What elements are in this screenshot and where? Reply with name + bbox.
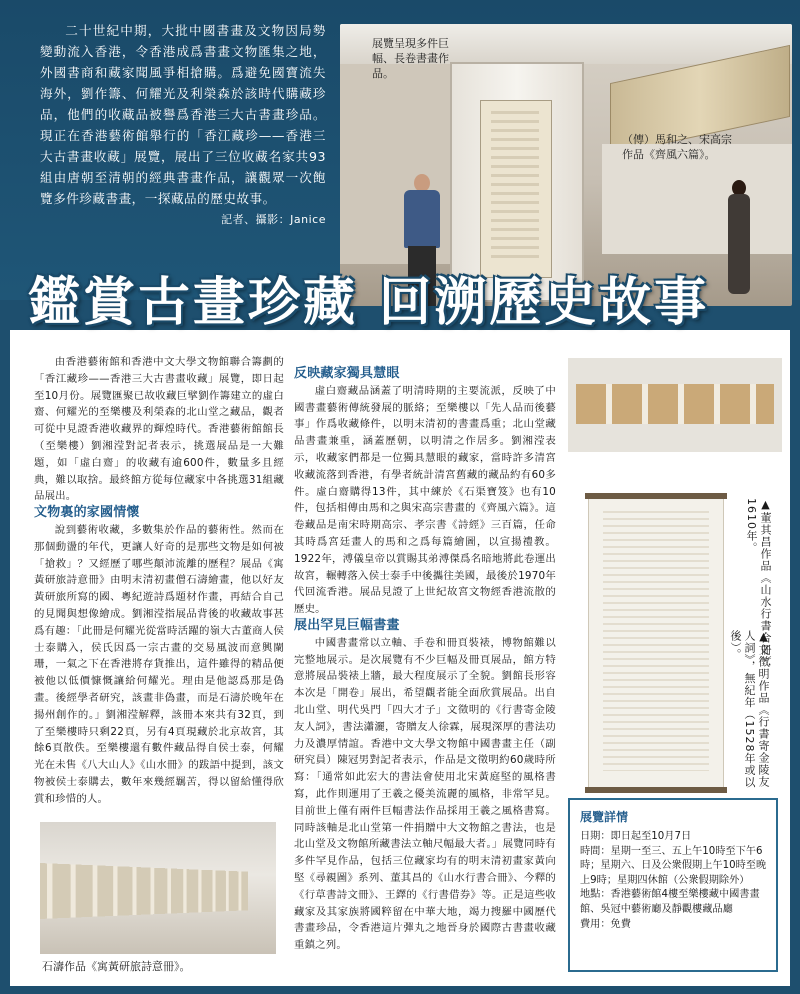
paragraph: 由香港藝術館和香港中文大學文物館聯合籌劃的「香江藏珍——香港三大古書畫收藏」展覽，即日起至10月份。展覽匯聚已故收藏巨擘劉作籌建立的虛白齋、何耀光的至樂樓及利榮森的北山堂之藏品，觀者可從中見證香港收藏界的輝煌時代。香港藝術館館長（至樂樓）劉湘滢對記者表示，挑選展品是一大難題，如「虛白齋」的收藏有逾600件，數量多且經典，難以取捨。最終館方從每位藏家中各挑選31組藏品展出。 bbox=[34, 356, 284, 503]
info-title: 展覽詳情 bbox=[580, 810, 629, 824]
album-photo bbox=[568, 358, 782, 452]
paragraph: 虛白齋藏品涵蓋了明清時期的主要流派，反映了中國書畫藝術傳統發展的脈絡；至樂樓以「先人品而後藝事」作爲收藏條件，以明末清初的書畫爲重；北山堂藏品書畫兼重，涵蓋歷朝，以明清之作居多。劉湘滢表示，收藏家們都是一位獨具慧眼的藏家，當時許多清宮收藏流落到香港，有學者統計清宮舊藏的藏品約有60多件。虛白齋購得13件，其中練於《石渠寶笈》也有10件，包括相傳由馬和之與宋高宗書畫的《齊風六篇》。這卷藏品是南宋時期高宗、孝宗書《詩經》三百篇，任命其時爲宮廷畫人的馬和之爲每篇繪圖，以宣揚禮教。1922年，溥儀皇帝以賞賜其弟溥傑爲名暗地將此卷運出故宮，輾轉落入侯士泰手中後攜往美國，最後於1970年代回流香港。展品見證了上世紀故宮文物經香港流散的歷史。 bbox=[294, 384, 556, 616]
calligraphy bbox=[603, 511, 709, 771]
paragraph: 說到藝術收藏，多數集於作品的藝術性。然而在那個動盪的年代，更讓人好奇的是那些文物是如何被「搶救」？又經歷了哪些顛沛流離的歷程？展品《寓黃研旅詩意冊》由明末清初畫僧石濤繪畫，他以好友黃研旅所寫的國、粵紀遊詩爲題材作畫，再結合自己的見聞與想像繪成。劉湘滢指展品背後的收藏故事甚爲有趣：「此冊是何耀光從當時活躍的嶺大古董商人侯士泰購入，侯氏因爲一宗古畫的交易風波而意興闌珊，一氣之下在香港將存貨推出，這件雖得的精品便被他以低價慷慨讓給何耀光。理由是他認爲那是偽畫。後經學者研究，該畫非偽畫，而是石濤於晚年在揚州創作的。」劉湘滢解釋，該冊本來共有32頁，到了至樂樓時只剩22頁，另有4頁現藏於北京故宮，其餘6頁散佚。至樂樓還有數件藏品得自侯士泰，何耀光在未售《八大山人》《山水冊》的跋語中提到，該文物被侯士泰購去，數年來幾經羈苦，得以留給懂得欣賞和珍惜的人。 bbox=[34, 523, 284, 805]
intro-text: 二十世紀中期，大批中國書畫及文物因局勢變動流入香港，令香港成爲書畫文物匯集之地，外國書商和藏家聞風爭相搶購。爲避免國寶流失海外，劉作籌、何耀光及利榮森於該時代購藏珍品，他們的收藏品被譽爲香港三大古書畫珍品。現正在香港藝術館舉行的「香江藏珍——香港三大古書畫收藏」展覽，展出了三位收藏名家共93組由唐朝至清朝的經典書畫作品，讓觀眾一次飽覽多件珍藏書畫，一探藏品的歷史故事。 bbox=[40, 23, 326, 206]
photo-caption-bottom-left: 石濤作品《寓黃研旅詩意冊》。 bbox=[42, 960, 191, 973]
info-date: 日期：即日起至10月7日 bbox=[580, 831, 692, 842]
calligraphy-scroll-photo bbox=[588, 496, 724, 790]
subheading: 文物裏的家國情懷 bbox=[34, 505, 140, 521]
visitor-viewing bbox=[726, 180, 752, 300]
album-leaves bbox=[576, 384, 774, 424]
exhibition-info-box bbox=[568, 798, 778, 972]
headline: 鑑賞古畫珍藏 回溯歷史故事 bbox=[28, 272, 710, 333]
info-rows bbox=[580, 830, 768, 932]
photo-caption-right-1: ▲董其昌作品《山水行書合冊》，1610年。 bbox=[745, 498, 772, 675]
subheading: 反映藏家獨具慧眼 bbox=[294, 366, 400, 381]
album-gallery-photo bbox=[40, 822, 276, 954]
photo-caption-right-2: ▲文徵明作品《行書寄金陵友人詞》，無紀年（1528年或以後）。 bbox=[729, 630, 770, 789]
scroll-rod-top bbox=[585, 493, 727, 499]
article-body bbox=[10, 330, 790, 986]
credit: 記者、攝影：Janice bbox=[221, 213, 326, 226]
column-2 bbox=[294, 366, 556, 954]
subheading: 展出罕見巨幅書畫 bbox=[294, 617, 400, 633]
info-hours: 時間：星期一至三、五上午10時至下午6時；星期六、日及公衆假期上午10時至晚上9時；星期四休館（公衆假期除外） bbox=[580, 845, 767, 886]
hero-caption-right: （傳）馬和之、宋高宗作品《齊風六篇》。 bbox=[622, 133, 732, 161]
info-fee: 費用：免費 bbox=[580, 918, 631, 930]
hanging-scroll bbox=[480, 100, 552, 278]
column-1 bbox=[34, 354, 284, 808]
paragraph: 中國書畫常以立軸、手卷和冊頁裝裱，博物館難以完整地展示。是次展覽有不少巨幅及冊頁展品，館方特意將展品裝裱上牆，最大程度展示了全貌。劉館長形容本次是「開卷」展出，希望觀者能全面欣賞展品。出自北山堂、明代吳門「四大才子」文徵明的《行書寄金陵友人詞》，書法瀟灑，寄贈友人徐霖，展現深厚的書法功力及濃厚情誼。香港中文大學文物館中國書畫主任（副研究員）陳冠男對記者表示，作品是文徵明約60歲時所寫：「通常如此宏大的書法會使用北宋黃庭堅的風格書寫，此作則運用了王羲之優美流麗的風格，非常罕見。目前世上僅有兩件巨幅書法作品採用王羲之風格書寫。同時該軸是北山堂第一件捐贈中大文物館之書法，也是北山堂及文物館所藏書法立軸尺幅最大者。」展覽同時有多件罕見作品，包括三位藏家均有的明末清初畫家黃向堅《尋親圖》系列、董其昌的《山水行書合冊》、今釋的《行草書詩文冊》、王鐸的《行書借券》等。正是這些收藏家及其家族將國粹留在中華大地，竭力搜羅中國歷代書畫珍品，令香港這片彈丸之地晉身於國際古書畫收藏重鎮之列。 bbox=[294, 636, 556, 952]
info-venue: 地點：香港藝術館4樓至樂樓藏中國書畫館、吳冠中藝術廳及靜觀樓藏品廳 bbox=[580, 889, 760, 915]
hero-caption-left: 展覽呈現多件巨幅、長卷書畫作品。 bbox=[372, 37, 449, 80]
top-band bbox=[0, 0, 800, 300]
scroll-rod-bottom bbox=[585, 787, 727, 793]
intro-block bbox=[40, 20, 326, 226]
album-leaves bbox=[40, 862, 248, 919]
